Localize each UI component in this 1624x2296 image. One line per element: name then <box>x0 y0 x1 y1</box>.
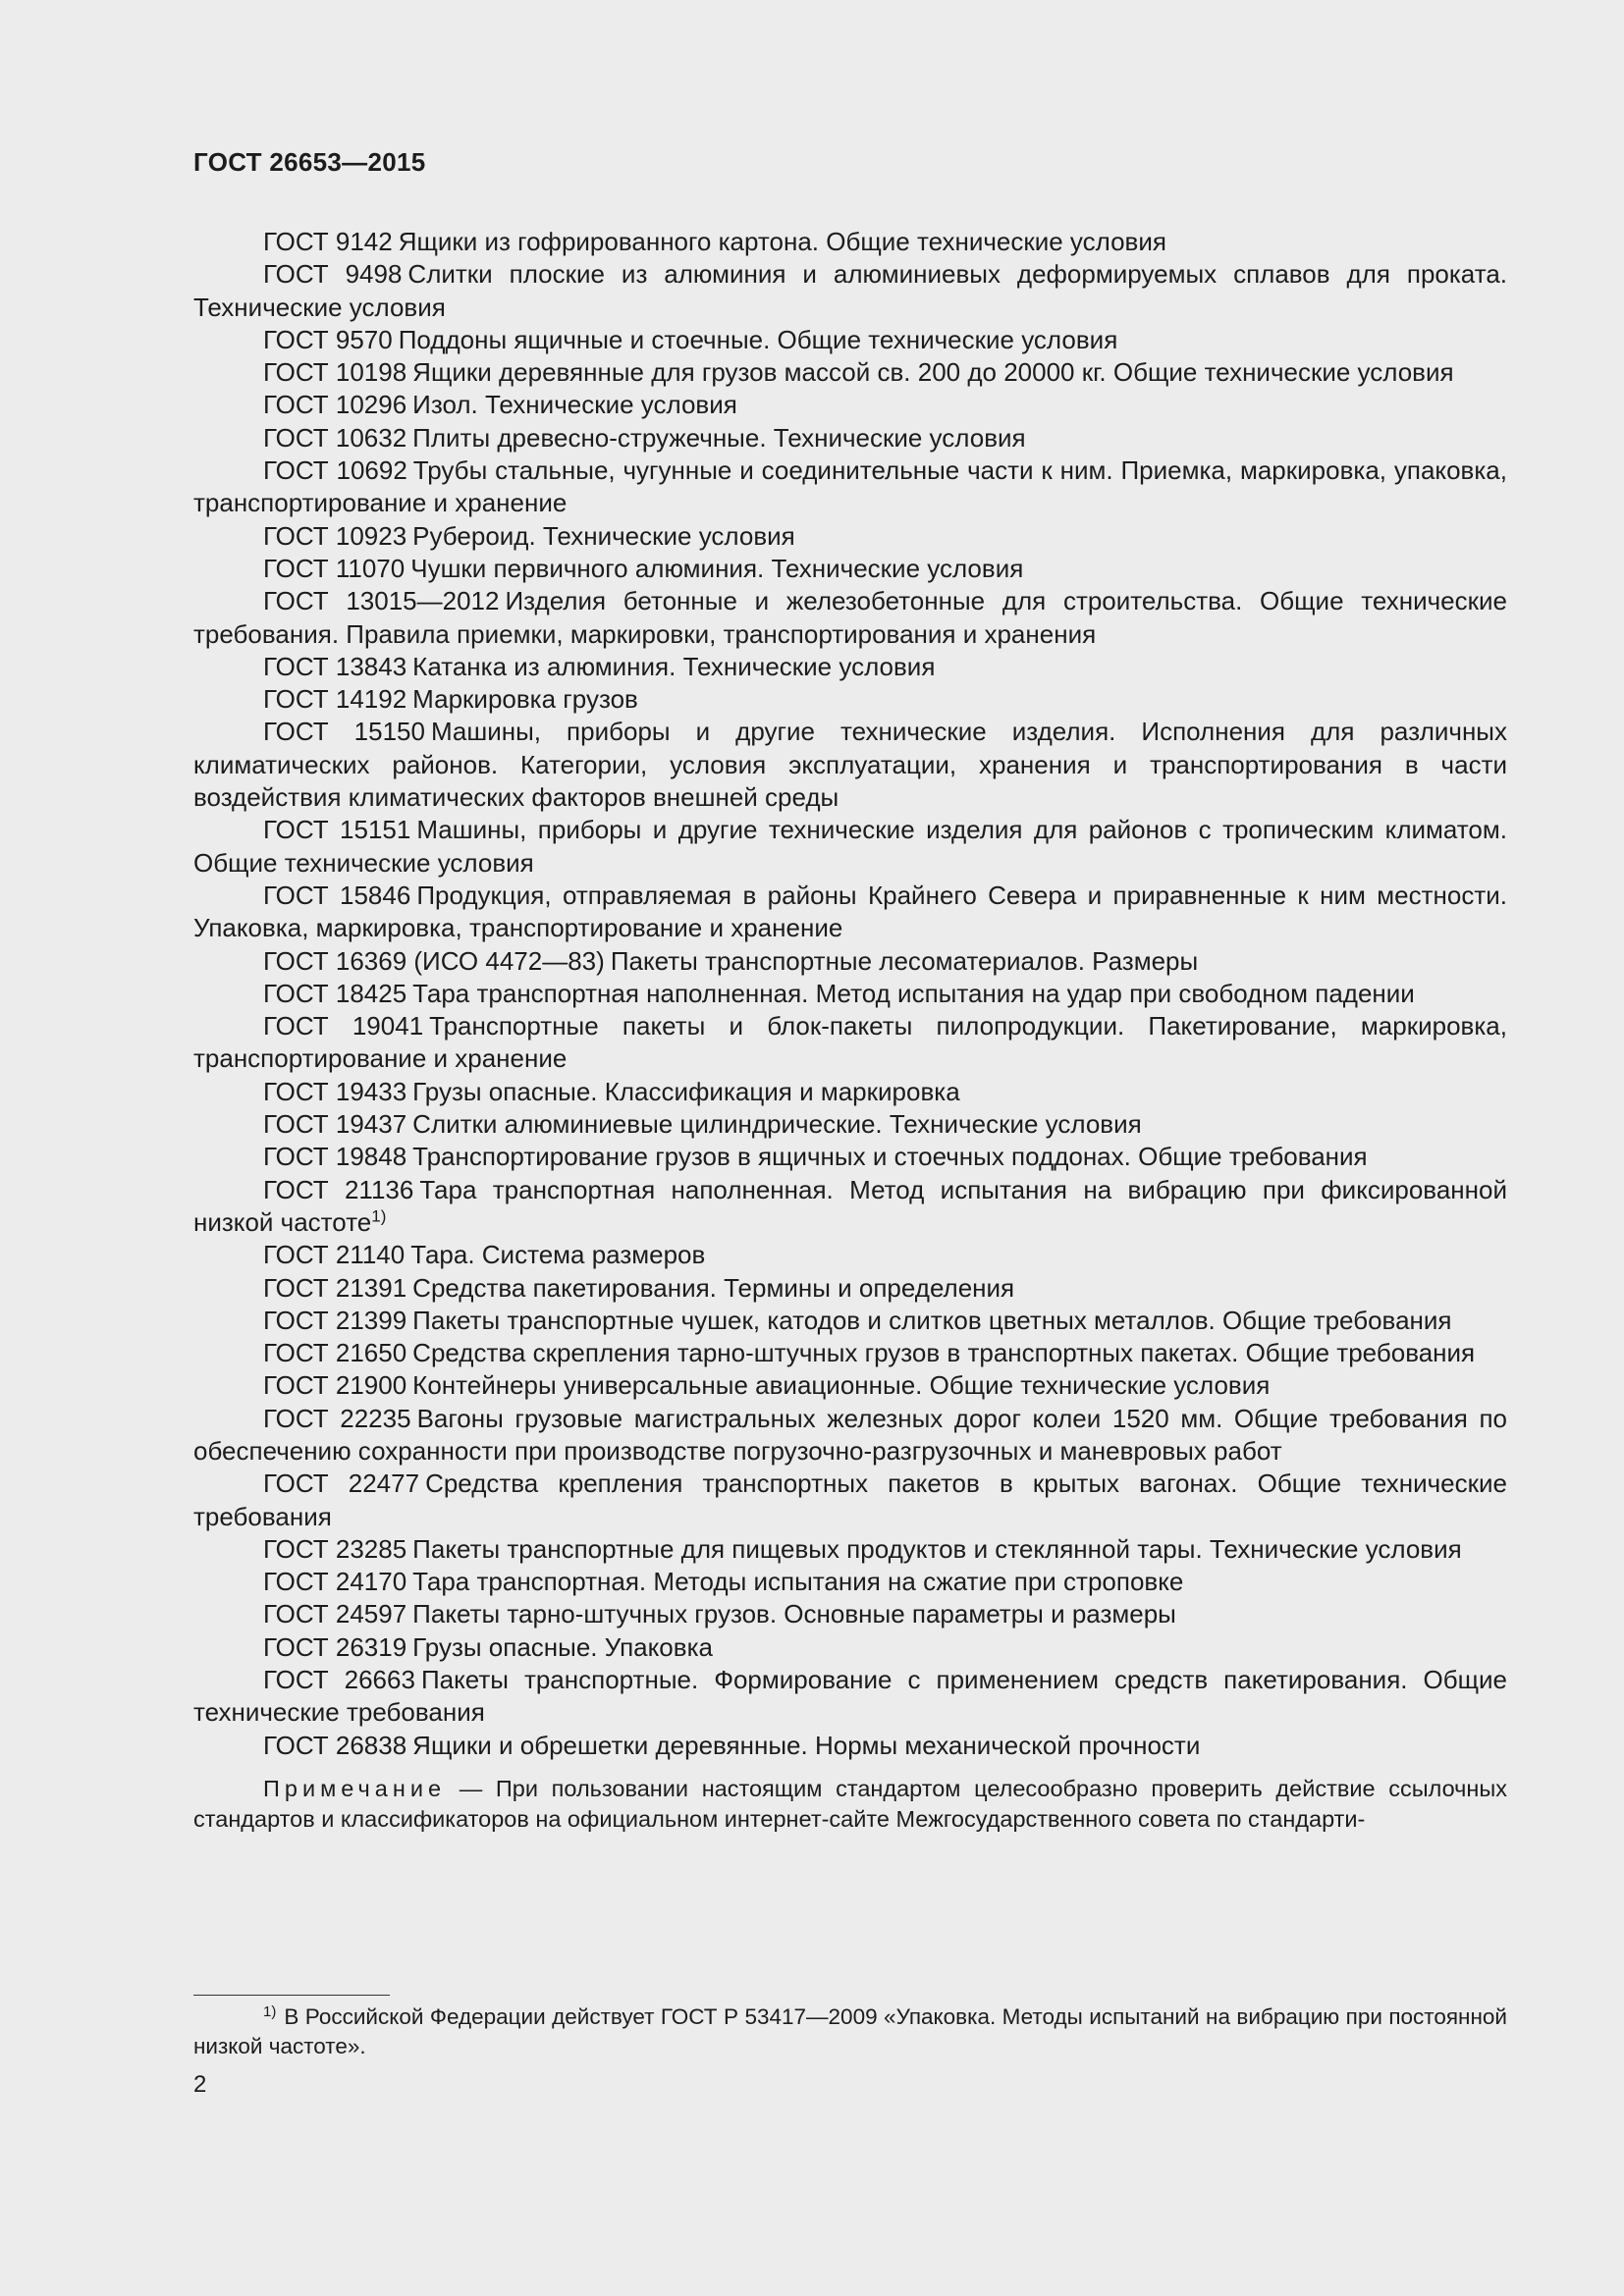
reference-item <box>193 1533 1507 1566</box>
note-paragraph <box>193 1774 1507 1835</box>
footnote <box>193 2002 1507 2061</box>
reference-code: ГОСТ 15151 <box>263 815 411 845</box>
reference-item <box>193 1174 1507 1240</box>
reference-item <box>193 1566 1507 1598</box>
reference-code: ГОСТ 15846 <box>263 880 411 910</box>
reference-title: Транспортные пакеты и блок-пакеты пилопродукции. Пакетирование, маркировка, транспортирование и хранение <box>193 1011 1507 1074</box>
reference-title: Вагоны грузовые магистральных железных дорог колеи 1520 мм. Общие требования по обеспечению сохранности при производстве погрузочно-разгрузочных и маневровых работ <box>193 1403 1507 1466</box>
reference-title: Продукция, отправляемая в районы Крайнего Севера и приравненные к ним местности. Упаковка, маркировка, транспортирование и хранение <box>193 880 1507 943</box>
reference-code: ГОСТ 15150 <box>263 717 425 747</box>
reference-title: Маркировка грузов <box>412 684 638 715</box>
reference-item <box>193 814 1507 880</box>
reference-title: Ящики из гофрированного картона. Общие технические условия <box>398 227 1166 256</box>
reference-title: Контейнеры универсальные авиационные. Общие технические условия <box>412 1370 1271 1401</box>
reference-title: Тара транспортная наполненная. Метод испытания на удар при свободном падении <box>412 978 1415 1008</box>
document-header: ГОСТ 26653—2015 <box>193 147 426 177</box>
reference-code: ГОСТ 21650 <box>263 1338 407 1368</box>
reference-title: Изол. Технические условия <box>412 390 737 420</box>
reference-code: ГОСТ 26319 <box>263 1631 407 1662</box>
note-text: — При пользовании настоящим стандартом целесообразно проверить действие ссылочных стандартов и классификаторов на официальном интернет-сайте Межгосударственного совета по стандарти- <box>193 1775 1507 1832</box>
reference-code: ГОСТ 24597 <box>263 1599 407 1629</box>
reference-title: Слитки плоские из алюминия и алюминиевых деформируемых сплавов для проката. Технические условия <box>193 259 1507 322</box>
reference-code: ГОСТ 10296 <box>263 390 407 420</box>
reference-code: ГОСТ 22235 <box>263 1403 411 1433</box>
reference-item <box>193 945 1507 978</box>
reference-item <box>193 1468 1507 1533</box>
reference-title: Слитки алюминиевые цилиндрические. Технические условия <box>412 1109 1142 1140</box>
reference-title: Пакеты тарно-штучных грузов. Основные параметры и размеры <box>412 1599 1176 1629</box>
reference-item <box>193 585 1507 651</box>
reference-item <box>193 1108 1507 1141</box>
reference-code: ГОСТ 21399 <box>263 1305 407 1335</box>
reference-code: ГОСТ 18425 <box>263 978 407 1008</box>
reference-item <box>193 520 1507 553</box>
reference-title: Тара. Система размеров <box>410 1240 706 1270</box>
reference-title: Средства скрепления тарно-штучных грузов в транспортных пакетах. Общие требования <box>412 1338 1476 1368</box>
reference-item <box>193 1730 1507 1762</box>
reference-code: ГОСТ 10692 <box>263 455 407 486</box>
reference-item <box>193 356 1507 389</box>
reference-code: ГОСТ 13843 <box>263 651 407 681</box>
reference-title: Грузы опасные. Классификация и маркировка <box>412 1076 960 1106</box>
reference-code: ГОСТ 10923 <box>263 520 407 551</box>
reference-item <box>193 324 1507 356</box>
reference-code: ГОСТ 13015—2012 <box>263 586 500 616</box>
reference-item <box>193 1369 1507 1402</box>
reference-code: ГОСТ 24170 <box>263 1567 407 1597</box>
reference-code: ГОСТ 9498 <box>263 259 403 290</box>
reference-code: ГОСТ 9570 <box>263 324 393 354</box>
reference-title: Катанка из алюминия. Технические условия <box>412 651 936 681</box>
reference-code: ГОСТ 21900 <box>263 1370 407 1401</box>
reference-code: ГОСТ 11070 <box>263 553 406 583</box>
reference-title: Пакеты транспортные лесоматериалов. Размеры <box>610 945 1199 976</box>
reference-title: Грузы опасные. Упаковка <box>412 1631 713 1662</box>
reference-title: Трубы стальные, чугунные и соединительные части к ним. Приемка, маркировка, упаковка, транспортирование и хранение <box>193 455 1507 518</box>
reference-code: ГОСТ 9142 <box>263 227 393 256</box>
reference-title: Изделия бетонные и железобетонные для строительства. Общие технические требования. Правила приемки, маркировки, транспортирования и хранения <box>193 586 1507 649</box>
normative-references <box>193 226 1507 1835</box>
reference-title: Чушки первичного алюминия. Технические условия <box>410 553 1024 583</box>
reference-item <box>193 1631 1507 1664</box>
reference-code: ГОСТ 21136 <box>263 1174 414 1204</box>
reference-title: Транспортирование грузов в ящичных и стоечных поддонах. Общие требования <box>412 1142 1368 1172</box>
reference-code: ГОСТ 26838 <box>263 1730 407 1760</box>
reference-item <box>193 1305 1507 1337</box>
reference-item <box>193 1141 1507 1173</box>
reference-title: Поддоны ящичные и стоечные. Общие технические условия <box>398 324 1118 354</box>
reference-item <box>193 553 1507 585</box>
reference-code: ГОСТ 19433 <box>263 1076 407 1106</box>
reference-code: ГОСТ 19041 <box>263 1011 424 1041</box>
reference-item <box>193 1272 1507 1305</box>
reference-code: ГОСТ 21391 <box>263 1272 407 1303</box>
reference-title: Ящики и обрешетки деревянные. Нормы механической прочности <box>412 1730 1201 1760</box>
reference-item <box>193 1598 1507 1630</box>
reference-title: Ящики деревянные для грузов массой св. 200 до 20000 кг. Общие технические условия <box>412 357 1454 388</box>
reference-item <box>193 389 1507 421</box>
reference-item <box>193 1239 1507 1271</box>
reference-code: ГОСТ 26663 <box>263 1665 415 1695</box>
reference-item <box>193 716 1507 814</box>
reference-title: Средства крепления транспортных пакетов в крытых вагонах. Общие технические требования <box>193 1468 1507 1531</box>
reference-title: Тара транспортная наполненная. Метод испытания на вибрацию при фиксированной низкой частоте <box>193 1174 1507 1237</box>
reference-item <box>193 1076 1507 1108</box>
reference-item <box>193 651 1507 683</box>
footnote-reference-marker: 1) <box>371 1206 387 1226</box>
reference-item <box>193 258 1507 324</box>
reference-title: Пакеты транспортные для пищевых продуктов и стеклянной тары. Технические условия <box>412 1533 1462 1564</box>
reference-list <box>193 226 1507 1762</box>
reference-item <box>193 226 1507 258</box>
reference-code: ГОСТ 14192 <box>263 684 407 715</box>
reference-title: Тара транспортная. Методы испытания на сжатие при строповке <box>412 1567 1184 1597</box>
reference-item <box>193 454 1507 520</box>
reference-item <box>193 978 1507 1010</box>
reference-item <box>193 1403 1507 1468</box>
reference-item <box>193 1010 1507 1076</box>
reference-title: Машины, приборы и другие технические изделия для районов с тропическим климатом. Общие технические условия <box>193 815 1507 878</box>
reference-item <box>193 422 1507 454</box>
reference-item <box>193 683 1507 716</box>
reference-title: Плиты древесно-стружечные. Технические условия <box>412 422 1026 453</box>
page-number: 2 <box>193 2071 207 2098</box>
reference-code: ГОСТ 22477 <box>263 1468 420 1499</box>
reference-code: ГОСТ 16369 (ИСО 4472—83) <box>263 945 605 976</box>
reference-code: ГОСТ 19437 <box>263 1109 407 1140</box>
reference-code: ГОСТ 10198 <box>263 357 407 388</box>
footnote-marker: 1) <box>263 2002 277 2020</box>
reference-title: Средства пакетирования. Термины и определения <box>412 1272 1015 1303</box>
reference-item <box>193 1664 1507 1730</box>
reference-item <box>193 880 1507 945</box>
reference-title: Рубероид. Технические условия <box>412 520 795 551</box>
note-label: Примечание <box>263 1775 447 1801</box>
reference-code: ГОСТ 10632 <box>263 422 407 453</box>
reference-code: ГОСТ 21140 <box>263 1240 406 1270</box>
footnote-text: В Российской Федерации действует ГОСТ Р 53417—2009 «Упаковка. Методы испытаний на вибрацию при постоянной низкой частоте». <box>193 2004 1507 2058</box>
reference-title: Пакеты транспортные. Формирование с применением средств пакетирования. Общие технические требования <box>193 1665 1507 1728</box>
reference-title: Пакеты транспортные чушек, катодов и слитков цветных металлов. Общие требования <box>412 1305 1452 1335</box>
reference-code: ГОСТ 23285 <box>263 1533 407 1564</box>
footnote-separator <box>193 1995 390 1996</box>
reference-code: ГОСТ 19848 <box>263 1142 407 1172</box>
reference-title: Машины, приборы и другие технические изделия. Исполнения для различных климатических районов. Категории, условия эксплуатации, хранения и транспортирования в части воздействия климатических факторов внешней среды <box>193 717 1507 813</box>
reference-item <box>193 1337 1507 1369</box>
